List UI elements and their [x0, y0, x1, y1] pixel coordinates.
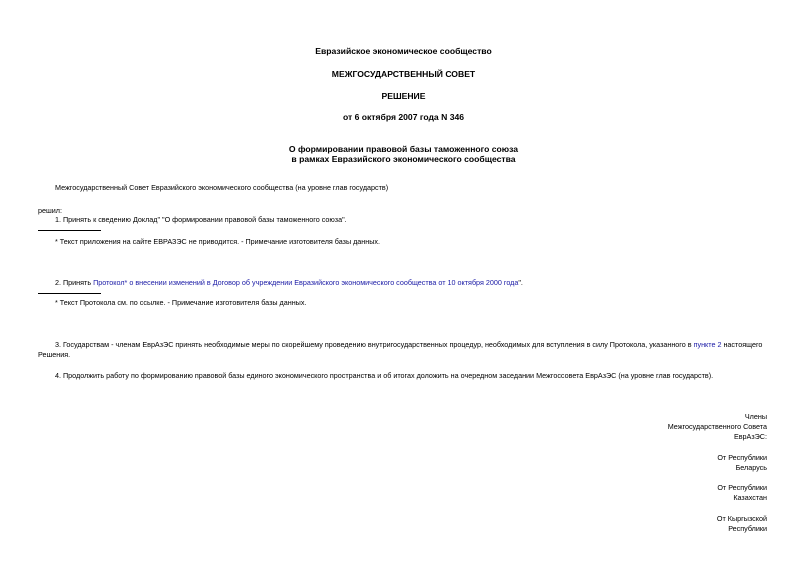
- item-4: 4. Продолжить работу по формированию правовой базы единого экономического пространства и об итогах доложить на очередном заседании Межгоссовета ЕврАзЭС (на уровне глав государств).: [55, 371, 714, 380]
- footnote-1: * Текст приложения на сайте ЕВРАЗЭС не приводится. - Примечание изготовителя базы данных.: [55, 237, 380, 246]
- doc-title-line1: О формировании правовой базы таможенного союза: [288, 144, 519, 154]
- item-2-prefix: 2. Принять: [55, 278, 94, 287]
- kazakhstan-line2: Казахстан: [733, 493, 767, 502]
- kyrgyz-line1: От Кыргызской: [716, 514, 767, 523]
- item-3: [55, 340, 762, 349]
- kyrgyz-line2: Республики: [728, 524, 767, 533]
- members-line3: ЕврАзЭС:: [733, 432, 767, 441]
- item-2-suffix: ".: [518, 278, 523, 287]
- item-2-reference-link[interactable]: пункте 2: [693, 340, 722, 349]
- doc-date-number: от 6 октября 2007 года N 346: [342, 112, 465, 122]
- footnote-rule-1: [38, 230, 101, 231]
- footnote-rule-2: [38, 293, 101, 294]
- belarus-line2: Беларусь: [735, 463, 767, 472]
- item-3-text-end: настоящего: [721, 340, 763, 349]
- item-3-text: 3. Государствам - членам ЕврАзЭС принять необходимые меры по скорейшему проведению внутригосударственных процедур, необходимых для вступления в силу Протокола, указанного в: [55, 340, 694, 349]
- item-2: [55, 278, 523, 287]
- doc-title-line2: в рамках Евразийского экономического сообщества: [291, 154, 516, 164]
- doc-type: РЕШЕНИЕ: [381, 91, 426, 101]
- members-line1: Члены: [744, 412, 767, 421]
- footnote-2: * Текст Протокола см. по ссылке. - Примечание изготовителя базы данных.: [55, 298, 307, 307]
- belarus-line1: От Республики: [717, 453, 767, 462]
- kazakhstan-line1: От Республики: [717, 483, 767, 492]
- protocol-link[interactable]: Протокол* о внесении изменений в Договор об учреждении Евразийского экономического сообщества от 10 октября 2000 года: [93, 278, 519, 287]
- item-1: 1. Принять к сведению Доклад" "О формировании правовой базы таможенного союза".: [55, 215, 347, 224]
- item-3-line2: Решения.: [38, 350, 71, 359]
- decided-label: решил:: [38, 206, 62, 215]
- org-name: Евразийское экономическое сообщество: [315, 46, 492, 56]
- preamble: Межгосударственный Совет Евразийского экономического сообщества (на уровне глав государств): [55, 183, 389, 192]
- council-name: МЕЖГОСУДАРСТВЕННЫЙ СОВЕТ: [331, 69, 476, 79]
- members-line2: Межгосударственного Совета: [667, 422, 767, 431]
